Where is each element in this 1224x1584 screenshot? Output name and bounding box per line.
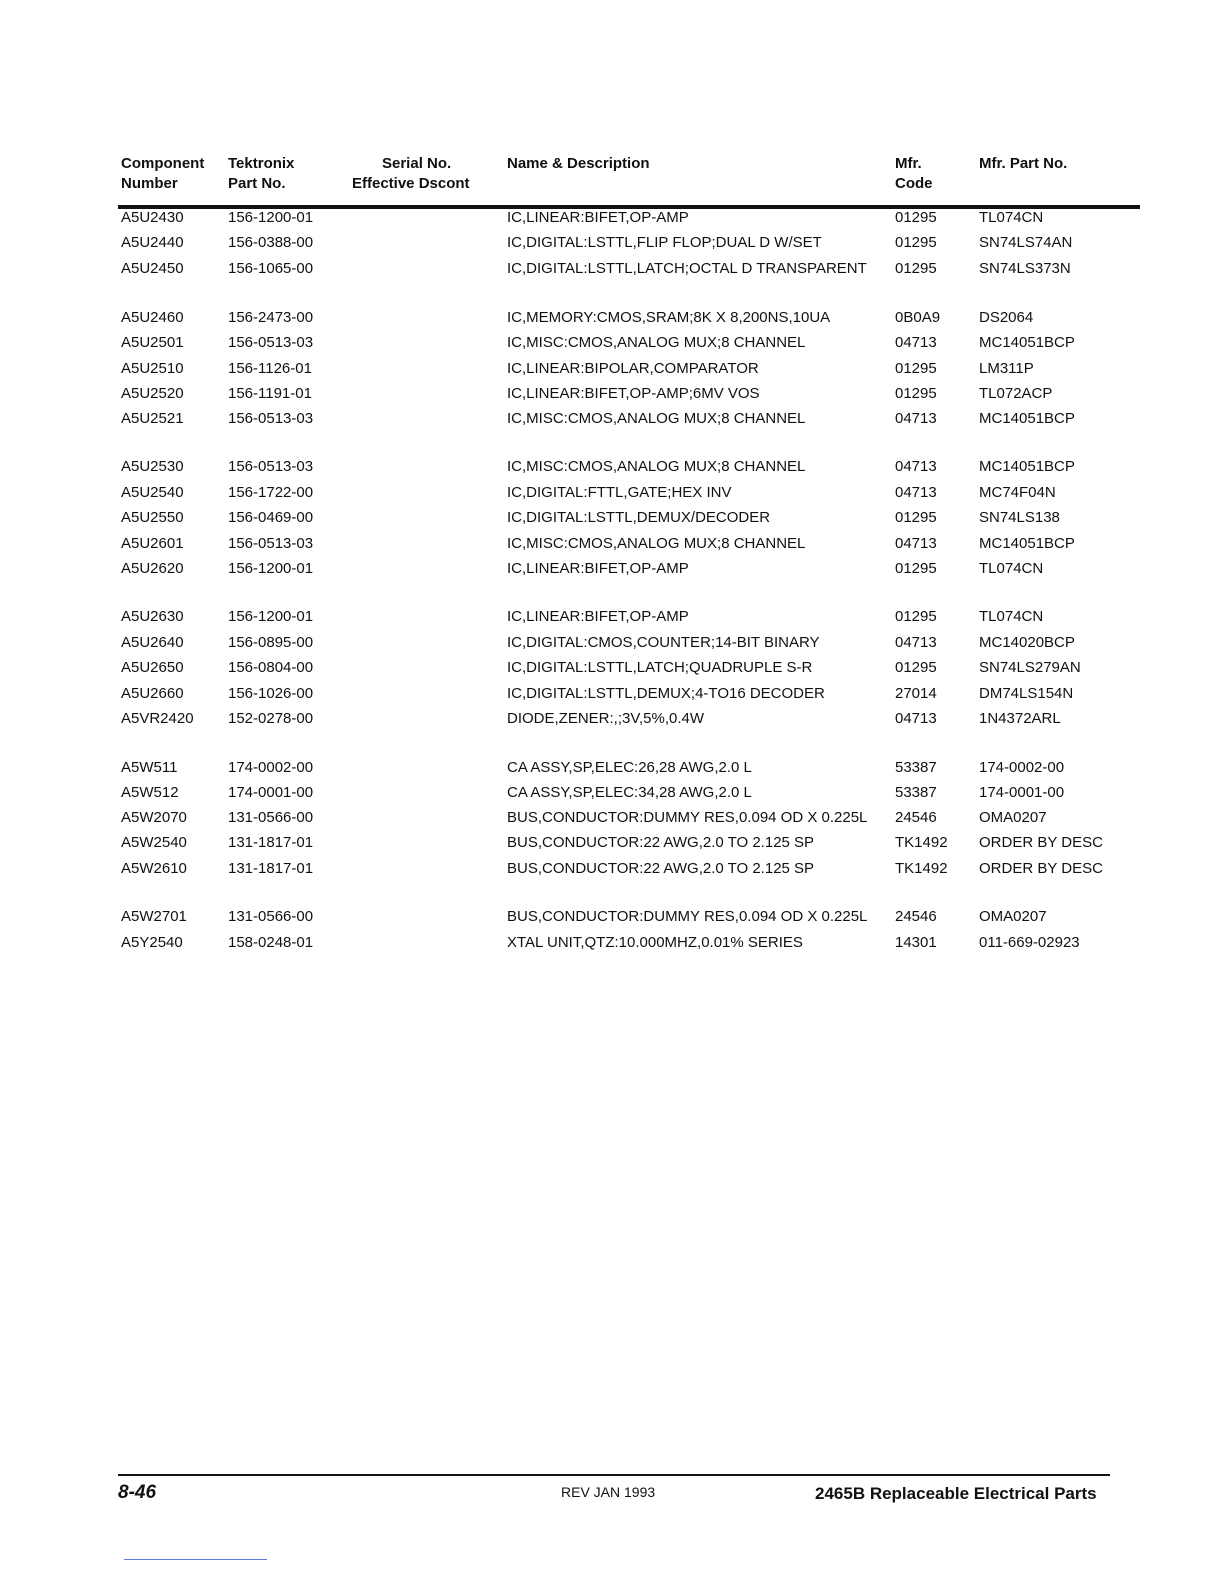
cell-part: 156-0388-00 <box>228 234 314 251</box>
table-row <box>0 533 1224 555</box>
cell-desc: IC,LINEAR:BIFET,OP-AMP <box>507 560 689 577</box>
cell-comp: A5U2540 <box>121 484 184 501</box>
cell-mfr: DS2064 <box>979 309 1034 326</box>
cell-part: 156-1065-00 <box>228 260 314 277</box>
cell-desc: BUS,CONDUCTOR:DUMMY RES,0.094 OD X 0.225L <box>507 809 868 826</box>
cell-desc: IC,MISC:CMOS,ANALOG MUX;8 CHANNEL <box>507 458 806 475</box>
cell-part: 156-1026-00 <box>228 685 314 702</box>
cell-mfr: 1N4372ARL <box>979 710 1061 727</box>
cell-comp: A5U2660 <box>121 685 184 702</box>
cell-part: 156-0513-03 <box>228 535 314 552</box>
table-row <box>0 708 1224 730</box>
cell-comp: A5U2440 <box>121 234 184 251</box>
cell-code: 04713 <box>895 334 937 351</box>
cell-desc: IC,DIGITAL:CMOS,COUNTER;14-BIT BINARY <box>507 634 820 651</box>
table-row <box>0 383 1224 405</box>
table-row <box>0 932 1224 954</box>
cell-code: 01295 <box>895 234 937 251</box>
cell-code: 01295 <box>895 360 937 377</box>
cell-part: 156-0469-00 <box>228 509 314 526</box>
cell-desc: IC,MISC:CMOS,ANALOG MUX;8 CHANNEL <box>507 334 806 351</box>
cell-comp: A5U2601 <box>121 535 184 552</box>
cell-comp: A5U2430 <box>121 209 184 226</box>
header-component-line2: Number <box>121 175 178 192</box>
cell-desc: IC,LINEAR:BIFET,OP-AMP <box>507 209 689 226</box>
cell-comp: A5W512 <box>121 784 179 801</box>
header-tektronix-line2: Part No. <box>228 175 286 192</box>
header-component-line1: Component <box>121 155 205 172</box>
table-row <box>0 657 1224 679</box>
cell-desc: IC,DIGITAL:LSTTL,LATCH;OCTAL D TRANSPARENT <box>507 260 867 277</box>
cell-mfr: DM74LS154N <box>979 685 1074 702</box>
cell-mfr: TL074CN <box>979 608 1044 625</box>
table-row <box>0 232 1224 254</box>
cell-part: 131-1817-01 <box>228 834 314 851</box>
cell-part: 156-0513-03 <box>228 410 314 427</box>
cell-part: 156-1200-01 <box>228 560 314 577</box>
cell-mfr: 011-669-02923 <box>979 934 1080 951</box>
cell-mfr: MC14051BCP <box>979 458 1075 475</box>
cell-mfr: MC14051BCP <box>979 410 1075 427</box>
cell-part: 156-0895-00 <box>228 634 314 651</box>
header-name-line1: Name & Description <box>507 155 650 172</box>
cell-code: 14301 <box>895 934 937 951</box>
cell-comp: A5U2450 <box>121 260 184 277</box>
cell-part: 156-2473-00 <box>228 309 314 326</box>
cell-part: 131-1817-01 <box>228 860 314 877</box>
cell-part: 131-0566-00 <box>228 809 314 826</box>
cell-comp: A5U2640 <box>121 634 184 651</box>
cell-part: 174-0001-00 <box>228 784 314 801</box>
cell-mfr: MC14020BCP <box>979 634 1075 651</box>
table-row <box>0 757 1224 779</box>
cell-desc: XTAL UNIT,QTZ:10.000MHZ,0.01% SERIES <box>507 934 803 951</box>
cell-desc: CA ASSY,SP,ELEC:26,28 AWG,2.0 L <box>507 759 752 776</box>
page-number: 8-46 <box>118 1482 157 1503</box>
cell-desc: IC,DIGITAL:LSTTL,FLIP FLOP;DUAL D W/SET <box>507 234 822 251</box>
cell-code: 01295 <box>895 659 937 676</box>
header-mfr-part <box>979 154 1067 174</box>
cell-mfr: SN74LS373N <box>979 260 1071 277</box>
cell-comp: A5U2501 <box>121 334 184 351</box>
cell-mfr: SN74LS279AN <box>979 659 1081 676</box>
cell-code: 01295 <box>895 385 937 402</box>
cell-part: 156-1126-01 <box>228 360 312 377</box>
cell-comp: A5W511 <box>121 759 178 776</box>
cell-mfr: SN74LS74AN <box>979 234 1073 251</box>
cell-code: 04713 <box>895 634 937 651</box>
cell-comp: A5VR2420 <box>121 710 194 727</box>
header-mfr-code <box>895 154 933 194</box>
cell-desc: IC,MEMORY:CMOS,SRAM;8K X 8,200NS,10UA <box>507 309 831 326</box>
cell-code: 04713 <box>895 458 937 475</box>
cell-desc: IC,DIGITAL:LSTTL,LATCH;QUADRUPLE S-R <box>507 659 813 676</box>
cell-comp: A5U2550 <box>121 509 184 526</box>
header-mfr-line1: Mfr. <box>895 155 922 172</box>
cell-mfr: 174-0001-00 <box>979 784 1065 801</box>
cell-code: 01295 <box>895 509 937 526</box>
cell-comp: A5U2510 <box>121 360 184 377</box>
cell-part: 156-1200-01 <box>228 209 314 226</box>
cell-desc: IC,DIGITAL:FTTL,GATE;HEX INV <box>507 484 732 501</box>
table-row <box>0 307 1224 329</box>
cell-mfr: TL074CN <box>979 560 1044 577</box>
cell-mfr: OMA0207 <box>979 908 1047 925</box>
cell-comp: A5U2650 <box>121 659 184 676</box>
cell-part: 158-0248-01 <box>228 934 314 951</box>
cell-code: 04713 <box>895 710 937 727</box>
cell-part: 156-1722-00 <box>228 484 314 501</box>
cell-mfr: MC14051BCP <box>979 334 1075 351</box>
table-row <box>0 358 1224 380</box>
cell-code: 01295 <box>895 209 937 226</box>
cell-code: 0B0A9 <box>895 309 941 326</box>
table-row <box>0 632 1224 654</box>
cell-desc: BUS,CONDUCTOR:DUMMY RES,0.094 OD X 0.225L <box>507 908 868 925</box>
cell-code: 04713 <box>895 410 937 427</box>
cell-comp: A5W2610 <box>121 860 187 877</box>
table-row <box>0 558 1224 580</box>
cell-mfr: MC74F04N <box>979 484 1056 501</box>
cell-code: 04713 <box>895 484 937 501</box>
cell-comp: A5U2530 <box>121 458 184 475</box>
header-name-description <box>507 154 650 174</box>
cell-part: 131-0566-00 <box>228 908 314 925</box>
header-serial <box>352 154 470 194</box>
revision-date: REV JAN 1993 <box>561 1484 656 1500</box>
cell-code: 53387 <box>895 784 937 801</box>
cell-code: 01295 <box>895 260 937 277</box>
cell-desc: IC,LINEAR:BIFET,OP-AMP <box>507 608 689 625</box>
cell-part: 156-0513-03 <box>228 458 314 475</box>
cell-code: 01295 <box>895 560 937 577</box>
cell-part: 156-1191-01 <box>228 385 312 402</box>
cell-code: 24546 <box>895 809 937 826</box>
table-row <box>0 408 1224 430</box>
cell-code: TK1492 <box>895 834 948 851</box>
cell-mfr: 174-0002-00 <box>979 759 1065 776</box>
cell-comp: A5Y2540 <box>121 934 183 951</box>
cell-desc: IC,LINEAR:BIFET,OP-AMP;6MV VOS <box>507 385 760 402</box>
cell-code: TK1492 <box>895 860 948 877</box>
cell-desc: BUS,CONDUCTOR:22 AWG,2.0 TO 2.125 SP <box>507 860 815 877</box>
table-row <box>0 683 1224 705</box>
table-row <box>0 482 1224 504</box>
cell-code: 04713 <box>895 535 937 552</box>
cell-mfr: SN74LS138 <box>979 509 1060 526</box>
cell-desc: IC,MISC:CMOS,ANALOG MUX;8 CHANNEL <box>507 410 806 427</box>
table-row <box>0 332 1224 354</box>
cell-desc: DIODE,ZENER:,;3V,5%,0.4W <box>507 710 705 727</box>
link-underline <box>124 1559 267 1560</box>
header-serial-line1: Serial No. <box>382 155 452 172</box>
cell-code: 24546 <box>895 908 937 925</box>
cell-desc: CA ASSY,SP,ELEC:34,28 AWG,2.0 L <box>507 784 752 801</box>
cell-comp: A5U2620 <box>121 560 184 577</box>
table-row <box>0 507 1224 529</box>
cell-desc: IC,DIGITAL:LSTTL,DEMUX/DECODER <box>507 509 771 526</box>
table-row <box>0 906 1224 928</box>
header-mfrpart-line1: Mfr. Part No. <box>979 155 1068 172</box>
footer-divider <box>118 1474 1110 1476</box>
cell-desc: BUS,CONDUCTOR:22 AWG,2.0 TO 2.125 SP <box>507 834 815 851</box>
table-row <box>0 258 1224 280</box>
cell-code: 53387 <box>895 759 937 776</box>
cell-mfr: TL074CN <box>979 209 1044 226</box>
cell-mfr: LM311P <box>979 360 1034 377</box>
cell-comp: A5W2070 <box>121 809 187 826</box>
cell-part: 156-0804-00 <box>228 659 314 676</box>
cell-mfr: MC14051BCP <box>979 535 1075 552</box>
cell-comp: A5W2701 <box>121 908 187 925</box>
header-tektronix <box>228 154 294 194</box>
cell-part: 152-0278-00 <box>228 710 314 727</box>
table-row <box>0 807 1224 829</box>
cell-comp: A5U2460 <box>121 309 184 326</box>
cell-code: 01295 <box>895 608 937 625</box>
table-row <box>0 456 1224 478</box>
cell-comp: A5W2540 <box>121 834 187 851</box>
cell-part: 174-0002-00 <box>228 759 314 776</box>
cell-mfr: OMA0207 <box>979 809 1047 826</box>
document-title: 2465B Replaceable Electrical Parts <box>815 1484 1097 1503</box>
cell-part: 156-1200-01 <box>228 608 314 625</box>
table-row <box>0 606 1224 628</box>
cell-desc: IC,MISC:CMOS,ANALOG MUX;8 CHANNEL <box>507 535 806 552</box>
cell-desc: IC,DIGITAL:LSTTL,DEMUX;4-TO16 DECODER <box>507 685 825 702</box>
cell-part: 156-0513-03 <box>228 334 314 351</box>
table-row <box>0 832 1224 854</box>
header-component <box>121 154 204 194</box>
table-row <box>0 858 1224 880</box>
header-mfr-line2: Code <box>895 175 933 192</box>
cell-mfr: ORDER BY DESC <box>979 860 1103 877</box>
cell-mfr: TL072ACP <box>979 385 1053 402</box>
cell-desc: IC,LINEAR:BIPOLAR,COMPARATOR <box>507 360 759 377</box>
header-tektronix-line1: Tektronix <box>228 155 295 172</box>
table-row <box>0 782 1224 804</box>
cell-comp: A5U2520 <box>121 385 184 402</box>
cell-code: 27014 <box>895 685 937 702</box>
cell-comp: A5U2630 <box>121 608 184 625</box>
table-row <box>0 207 1224 229</box>
cell-comp: A5U2521 <box>121 410 184 427</box>
header-serial-line2: Effective Dscont <box>352 175 470 192</box>
cell-mfr: ORDER BY DESC <box>979 834 1103 851</box>
